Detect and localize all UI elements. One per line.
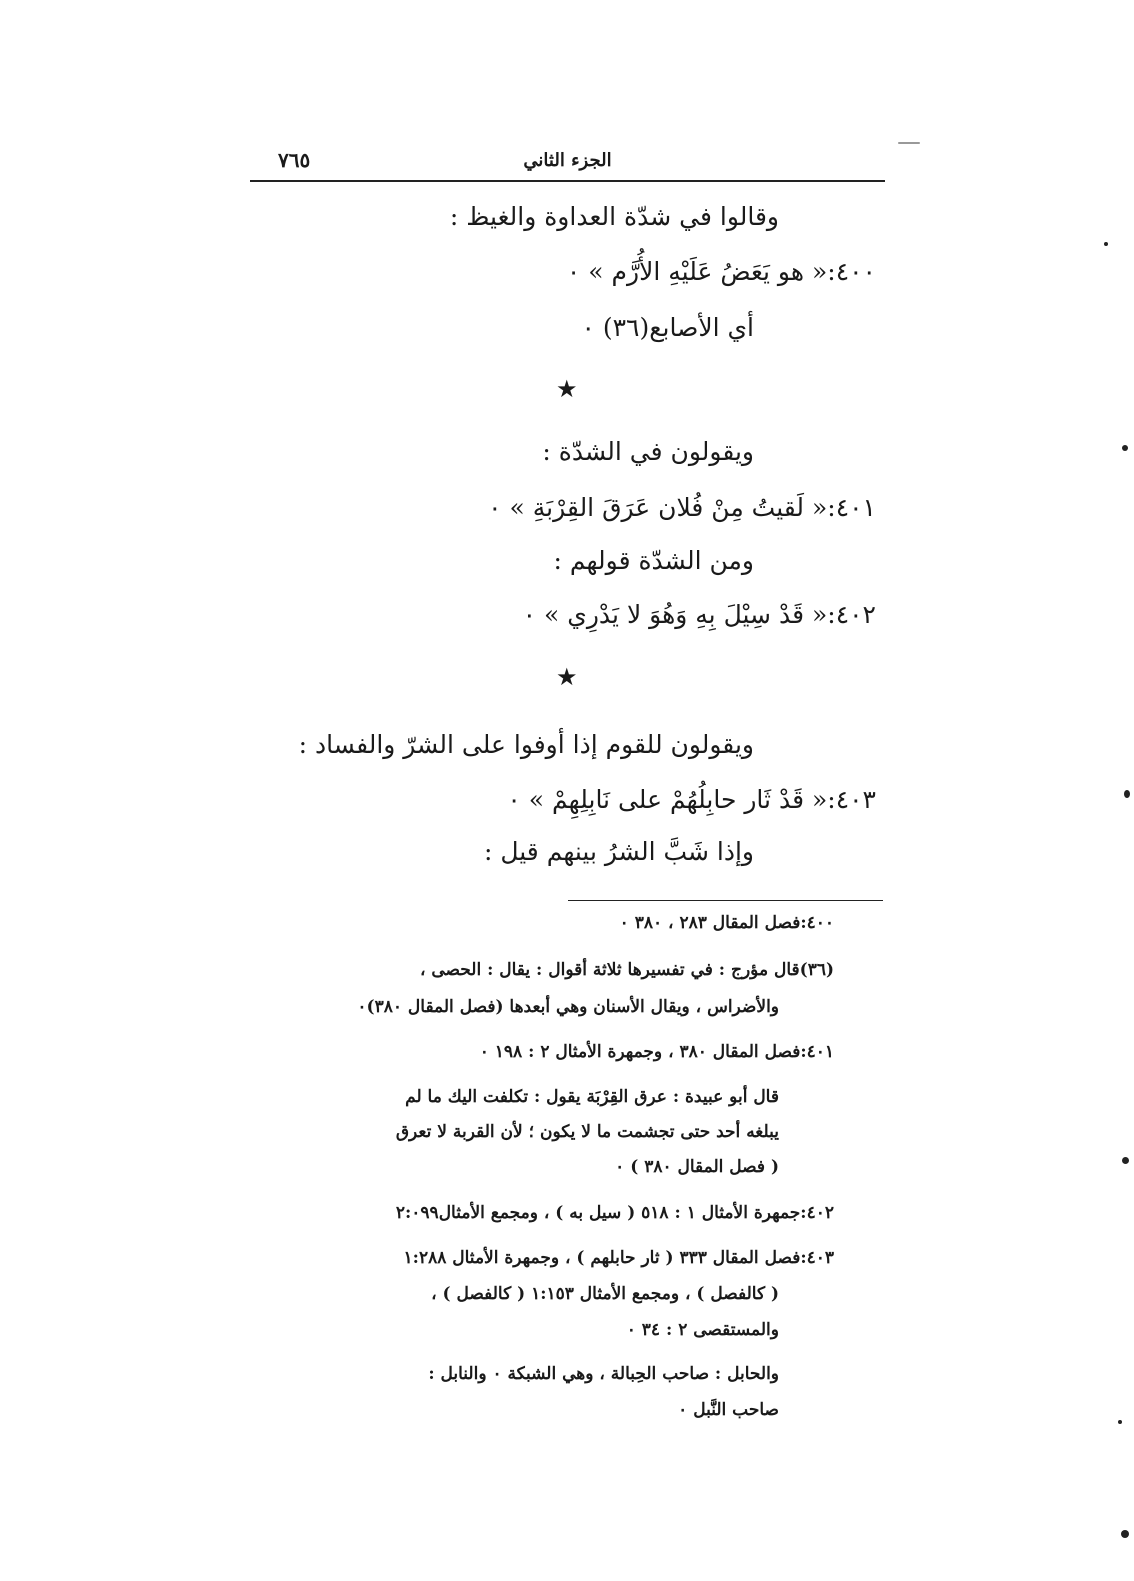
scan-speck: [1122, 1157, 1129, 1164]
gloss-400: أي الأصابع(٣٦) ٠: [581, 313, 754, 342]
footnote-401-note-line: يبلغه أحد حتى تجشمت ما لا يكون ؛ لأن القربة لا تعرق: [395, 1122, 779, 1142]
scan-speck: [1122, 445, 1128, 451]
footnote-403-note-line: والحابل : صاحب الحِبالة ، وهي الشبكة ٠ والنابل :: [428, 1364, 779, 1384]
footnote-403-line: ٤٠٣:فصل المقال ٣٣٣ ( ثار حابلهم ) ، وجمهرة الأمثال ١:٢٨٨: [403, 1248, 834, 1268]
footnote-400: ٤٠٠:فصل المقال ٢٨٣ ، ٣٨٠ ٠: [619, 913, 834, 933]
header-rule: [250, 180, 885, 182]
scan-speck: [1124, 790, 1130, 798]
section-star: ★: [556, 375, 578, 403]
scan-speck: [1104, 242, 1108, 246]
footnote-401: ٤٠١:فصل المقال ٣٨٠ ، وجمهرة الأمثال ٢ : ١٩٨ ٠: [479, 1042, 834, 1062]
page-number: ٧٦٥: [278, 148, 311, 172]
footnote-402: ٤٠٢:جمهرة الأمثال ١ : ٥١٨ ( سيل به ) ، ومجمع الأمثال٢:٠٩٩: [395, 1203, 834, 1223]
intro-line: وقالوا في شدّة العداوة والغيظ :: [449, 202, 779, 231]
intro-line: وإذا شَبَّ الشرُ بينهم قيل :: [483, 837, 754, 866]
section-star: ★: [556, 663, 578, 691]
intro-line: ويقولون للقوم إذا أوفوا على الشرّ والفساد :: [298, 730, 754, 759]
proverb-403: ٤٠٣:« قَدْ ثَار حابِلُهُمْ على نَابِلِهِمْ » ٠: [507, 785, 876, 814]
proverb-400: ٤٠٠:« هو يَعَضُ عَلَيْهِ الأُرَّم » ٠: [566, 257, 876, 286]
scan-speck: [1118, 1420, 1122, 1424]
footnote-403-line: والمستقصى ٢ : ٣٤ ٠: [626, 1320, 779, 1340]
scan-mark: [898, 142, 920, 144]
footnote-403-line: ( كالفصل ) ، ومجمع الأمثال ١:١٥٣ ( كالفصل ) ،: [431, 1284, 779, 1304]
proverb-402: ٤٠٢:« قَدْ سِيْلَ بِهِ وَهُوَ لا يَدْرِي » ٠: [522, 600, 876, 629]
footnote-36-line: والأضراس ، ويقال الأسنان وهي أبعدها (فصل المقال ٣٨٠)٠: [357, 997, 779, 1017]
footnote-401-note-line: قال أبو عبيدة : عرق القِرْبَة يقول : تكلفت اليك ما لم: [405, 1087, 779, 1107]
page-header: [250, 140, 885, 180]
running-title: الجزء الثاني: [523, 150, 612, 171]
scan-speck: [1121, 1530, 1129, 1538]
footnote-36-line: (٣٦)قال مؤرج : في تفسيرها ثلاثة أقوال : يقال : الحصى ،: [419, 960, 834, 980]
footnote-401-note-line: ( فصل المقال ٣٨٠ ) ٠: [615, 1157, 779, 1177]
footnote-403-note-line: صاحب النَّبل ٠: [678, 1400, 779, 1420]
proverb-401: ٤٠١:« لَقيتُ مِنْ فُلان عَرَقَ القِرْبَةِ » ٠: [488, 493, 876, 522]
intro-line: ويقولون في الشدّة :: [542, 437, 754, 466]
intro-line: ومن الشدّة قولهم :: [553, 546, 754, 575]
footnote-rule: [568, 900, 883, 901]
